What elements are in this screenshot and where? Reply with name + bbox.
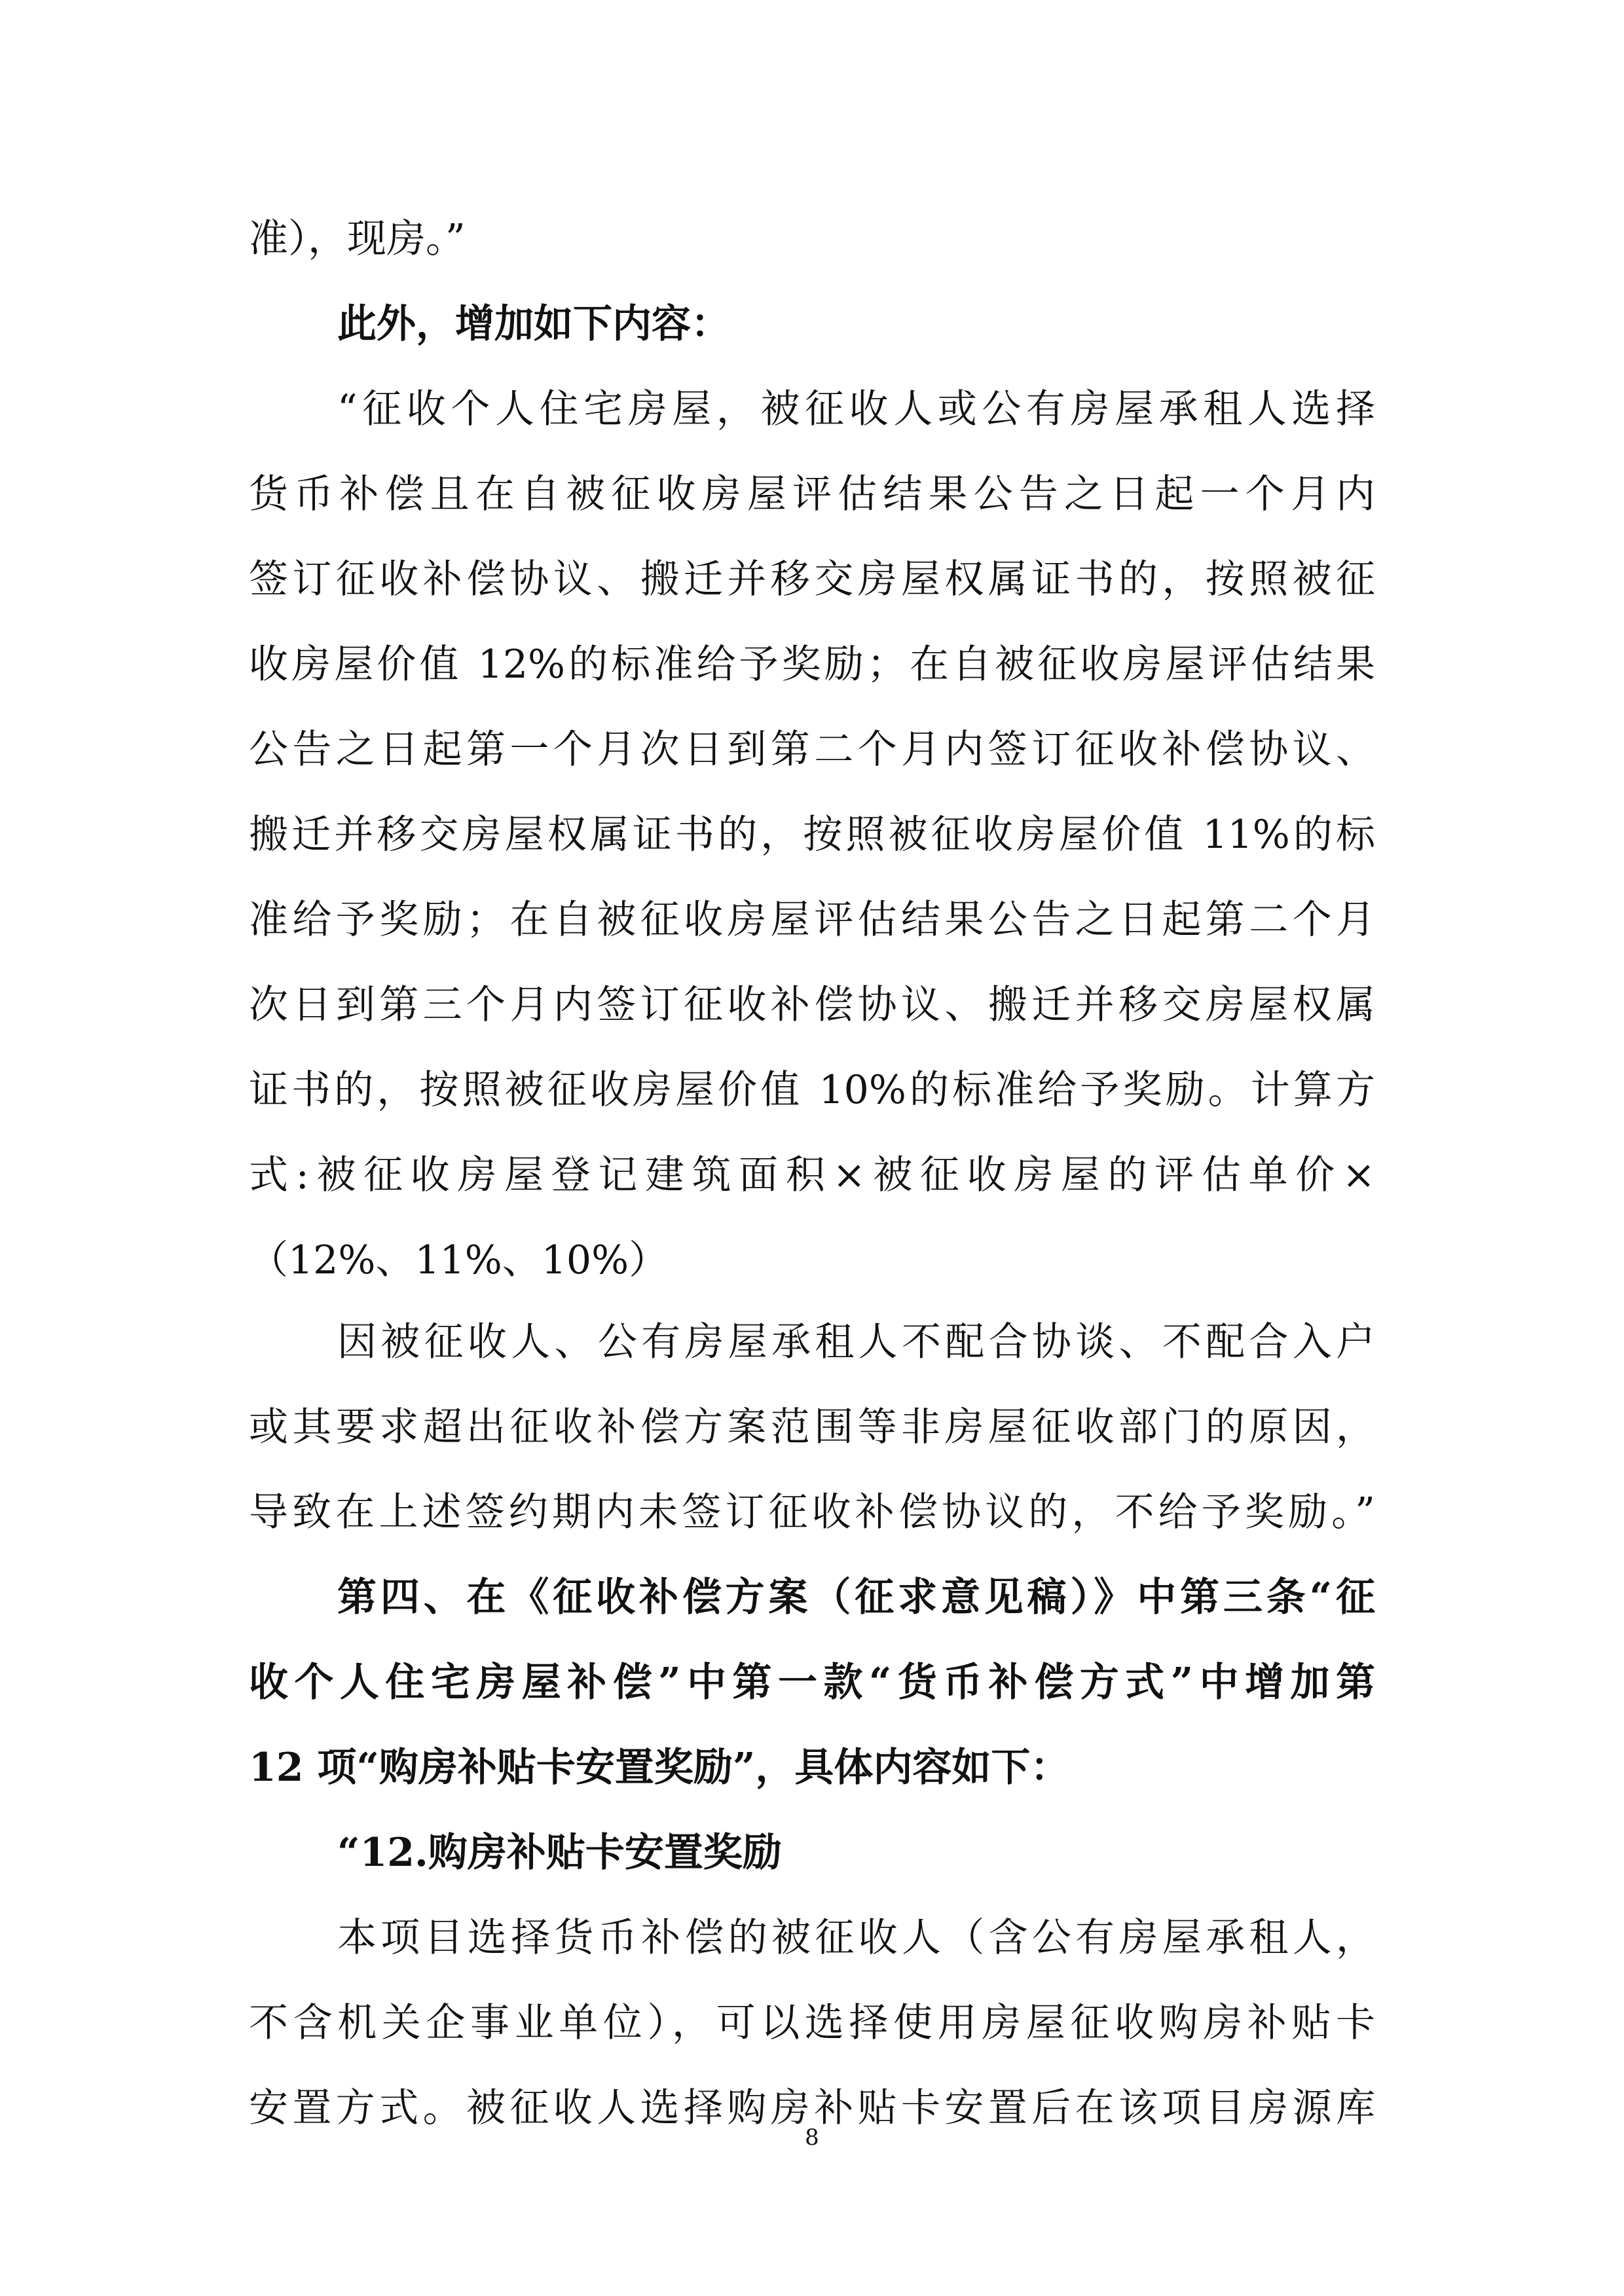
text-line: 收个人住宅房屋补偿”中第一款“货币补偿方式”中增加第: [249, 1660, 1375, 1705]
page-number: 8: [805, 2124, 819, 2151]
text-line: 12 项“购房补贴卡安置奖励”，具体内容如下：: [249, 1745, 1070, 1791]
text-line: 本项目选择货币补偿的被征收人（含公有房屋承租人，: [337, 1915, 1375, 1961]
text-line: 准），现房。”: [249, 216, 466, 262]
text-line: 搬迁并移交房屋权属证书的，按照被征收房屋价值 11%的标: [249, 812, 1375, 858]
text-line: （12%、11%、10%）: [249, 1237, 669, 1283]
text-line: 此外，增加如下内容：: [337, 301, 730, 347]
text-line: 不含机关企事业单位），可以选择使用房屋征收购房补贴卡: [249, 2000, 1375, 2046]
text-line: 或其要求超出征收补偿方案范围等非房屋征收部门的原因，: [249, 1404, 1375, 1450]
text-line: 收房屋价值 12%的标准给予奖励；在自被征收房屋评估结果: [249, 642, 1375, 687]
text-line: 公告之日起第一个月次日到第二个月内签订征收补偿协议、: [249, 727, 1375, 773]
text-line: “12.购房补贴卡安置奖励: [337, 1830, 782, 1876]
text-line: 次日到第三个月内签订征收补偿协议、搬迁并移交房屋权属: [249, 982, 1375, 1028]
text-line: 签订征收补偿协议、搬迁并移交房屋权属证书的，按照被征: [249, 556, 1375, 602]
text-line: 准给予奖励；在自被征收房屋评估结果公告之日起第二个月: [249, 897, 1375, 943]
text-line: “征收个人住宅房屋，被征收人或公有房屋承租人选择: [337, 386, 1375, 432]
text-line: 导致在上述签约期内未签订征收补偿协议的，不给予奖励。”: [249, 1489, 1375, 1535]
text-line: 因被征收人、公有房屋承租人不配合协谈、不配合入户: [337, 1319, 1375, 1365]
text-line: 第四、在《征收补偿方案（征求意见稿）》中第三条“征: [337, 1575, 1375, 1620]
text-line: 安置方式。被征收人选择购房补贴卡安置后在该项目房源库: [249, 2085, 1375, 2131]
text-line: 货币补偿且在自被征收房屋评估结果公告之日起一个月内: [249, 471, 1375, 517]
text-line: 证书的，按照被征收房屋价值 10%的标准给予奖励。计算方: [249, 1067, 1375, 1113]
text-line: 式:被征收房屋登记建筑面积×被征收房屋的评估单价×: [249, 1152, 1375, 1198]
